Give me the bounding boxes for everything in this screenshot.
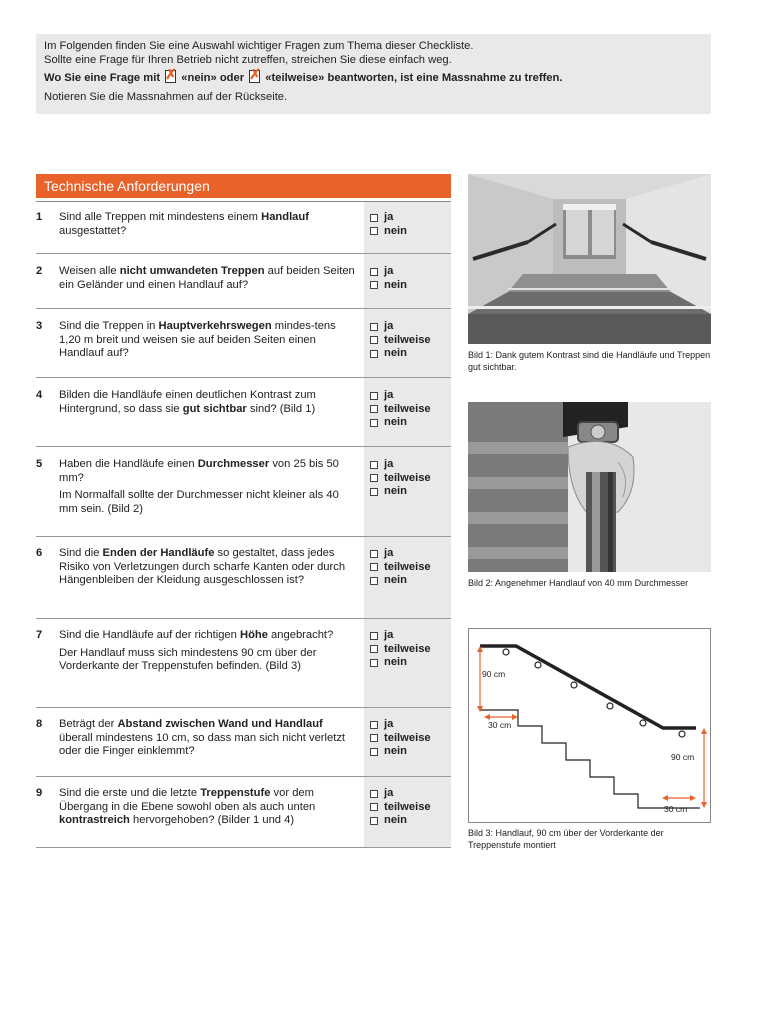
checkbox[interactable] [370,550,378,558]
intro-line-2: Sollte eine Frage für Ihren Betrieb nicht zutreffen, streichen Sie diese einfach weg. [44,54,452,66]
checkbox[interactable] [370,392,378,400]
question-number: 1 [36,211,43,223]
question-number: 3 [36,320,43,332]
option-ja[interactable]: ja [370,320,450,334]
intro-line-1: Im Folgenden finden Sie eine Auswahl wichtiger Fragen zum Thema dieser Checkliste. [44,40,474,52]
checkbox[interactable] [370,336,378,344]
checkbox[interactable] [370,227,378,235]
question-number: 2 [36,265,43,277]
checkbox[interactable] [370,563,378,571]
option-ja[interactable]: ja [370,211,450,225]
option-nein[interactable]: nein [370,814,450,828]
option-nein[interactable]: nein [370,745,450,759]
checkbox[interactable] [370,350,378,358]
question-text: Beträgt der Abstand zwischen Wand und Handlauf überall mindestens 10 cm, so dass man sich nicht verletzt oder die Finger einklemmt? [59,718,346,758]
checkbox[interactable] [370,721,378,729]
option-nein[interactable]: nein [370,225,450,239]
section-title: Technische Anforderungen [36,174,451,198]
checkbox[interactable] [370,474,378,482]
option-nein[interactable]: nein [370,347,450,361]
answer-options [370,265,450,292]
option-nein[interactable]: nein [370,279,450,293]
option-nein[interactable]: nein [370,485,450,499]
intro-instruction-a: Wo Sie eine Frage mit [44,72,161,84]
answer-options [370,718,450,759]
checkbox[interactable] [370,790,378,798]
question-row [36,709,451,777]
answer-options [370,458,450,499]
question-number: 9 [36,787,43,799]
checkbox[interactable] [370,734,378,742]
label-width-top: 30 cm [488,720,512,730]
checkbox[interactable] [370,323,378,331]
option-nein[interactable]: nein [370,574,450,588]
question-row [36,202,451,254]
question-number: 6 [36,547,43,559]
checkbox[interactable] [370,659,378,667]
checkbox[interactable] [370,748,378,756]
question-text: Sind die Enden der Handläufe so gestaltet, dass jedes Risiko von Verletzungen durch scharfe Kanten oder durch Hängenbleiben der Kleidung ausgeschlossen ist? [59,547,346,587]
option-ja[interactable]: ja [370,547,450,561]
answer-options [370,547,450,588]
checkbox[interactable] [370,419,378,427]
intro-instruction-b: «nein» oder [181,72,245,84]
question-text: Weisen alle nicht umwandeten Treppen auf beiden Seiten ein Geländer und einen Handlauf auf? [59,265,355,291]
answer-options [370,389,450,430]
question-text: Sind die Treppen in Hauptverkehrswegen mindes-tens 1,20 m breit und weisen sie auf beiden Seiten einen Handlauf auf? [59,320,336,360]
question-row [36,778,451,848]
checkbox[interactable] [370,632,378,640]
intro-note: Notieren Sie die Massnahmen auf der Rückseite. [44,91,288,103]
option-teilweise[interactable]: teilweise [370,561,450,575]
question-text: Bilden die Handläufe einen deutlichen Kontrast zum Hintergrund, so dass sie gut sichtbar sind? (Bild 1) [59,389,316,415]
answer-options [370,320,450,361]
option-ja[interactable]: ja [370,458,450,472]
label-height-bottom: 90 cm [671,752,695,762]
crossed-checkbox-icon [165,70,176,83]
checkbox[interactable] [370,461,378,469]
caption-bild-2: Bild 2: Angenehmer Handlauf von 40 mm Durchmesser [468,578,689,588]
option-ja[interactable]: ja [370,265,450,279]
question-text: Haben die Handläufe einen Durchmesser von 25 bis 50 mm? Im Normalfall sollte der Durchmesser nicht kleiner als 40 mm sein. (Bild 2) [59,458,339,515]
option-ja[interactable]: ja [370,718,450,732]
question-number: 7 [36,629,43,641]
option-teilweise[interactable]: teilweise [370,801,450,815]
option-nein[interactable]: nein [370,656,450,670]
answer-options [370,629,450,670]
question-row [36,620,451,708]
option-teilweise[interactable]: teilweise [370,403,450,417]
caption-bild-1: Bild 1: Dank gutem Kontrast sind die Handläufe und Treppen gut sichtbar. [468,350,711,372]
question-text: Sind die Handläufe auf der richtigen Höhe angebracht? Der Handlauf muss sich mindestens 90 cm über der Vorderkante der Treppenstufen befinden. (Bild 3) [59,629,334,673]
question-number: 5 [36,458,43,470]
question-text: Sind die erste und die letzte Treppenstufe vor dem Übergang in die Ebene sowohl oben als auch unten kontrastreich hervorgehoben? (Bilder 1 und 4) [59,787,316,827]
label-height-top: 90 cm [482,669,506,679]
option-nein[interactable]: nein [370,416,450,430]
intro-instruction-c: «teilweise» beantworten, ist eine Massnahme zu treffen. [265,72,563,84]
checkbox[interactable] [370,281,378,289]
checkbox[interactable] [370,405,378,413]
checkbox[interactable] [370,803,378,811]
handrail-height-diagram [468,628,711,823]
checkbox[interactable] [370,214,378,222]
question-row [36,310,451,378]
handrail-photo [468,402,711,572]
intro-box [36,34,711,114]
option-teilweise[interactable]: teilweise [370,334,450,348]
question-row [36,255,451,309]
checkbox[interactable] [370,645,378,653]
checkbox[interactable] [370,488,378,496]
question-row [36,379,451,447]
option-teilweise[interactable]: teilweise [370,472,450,486]
question-row [36,448,451,537]
caption-bild-3: Bild 3: Handlauf, 90 cm über der Vorderkante der Treppenstufe montiert [468,828,664,850]
option-teilweise[interactable]: teilweise [370,643,450,657]
answer-options [370,787,450,828]
checkbox[interactable] [370,268,378,276]
staircase-photo [468,174,711,344]
question-row [36,538,451,619]
intro-instruction [44,70,703,85]
question-number: 8 [36,718,43,730]
label-width-bottom: 30 cm [664,804,688,814]
checkbox[interactable] [370,817,378,825]
answer-options [370,211,450,238]
question-text: Sind alle Treppen mit mindestens einem Handlauf ausgestattet? [59,211,309,237]
question-number: 4 [36,389,43,401]
option-ja[interactable]: ja [370,787,450,801]
option-ja[interactable]: ja [370,389,450,403]
option-ja[interactable]: ja [370,629,450,643]
checkbox[interactable] [370,577,378,585]
crossed-checkbox-icon [249,70,260,83]
option-teilweise[interactable]: teilweise [370,732,450,746]
